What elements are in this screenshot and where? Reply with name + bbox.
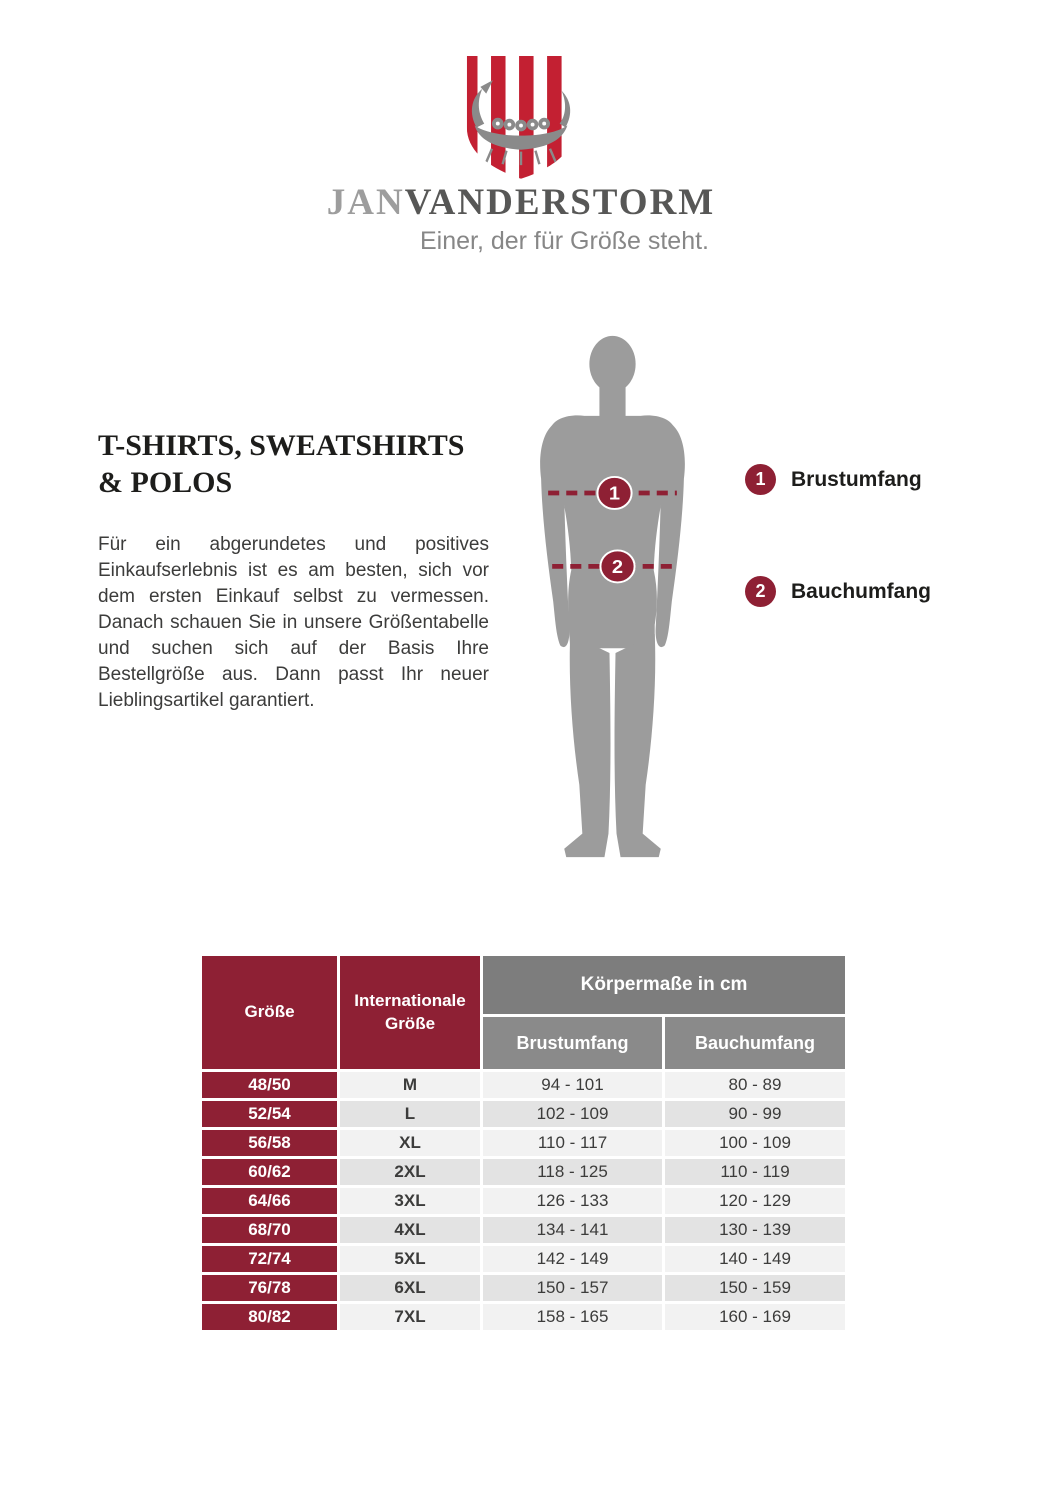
cell-bauchumfang: 130 - 139 [665, 1217, 845, 1243]
table-row [202, 1188, 845, 1214]
cell-brustumfang: 102 - 109 [483, 1101, 662, 1127]
cell-int-groesse: 4XL [340, 1217, 480, 1243]
table-row [202, 1159, 845, 1185]
cell-bauchumfang: 90 - 99 [665, 1101, 845, 1127]
waist-marker-number: 2 [611, 556, 624, 578]
cell-brustumfang: 118 - 125 [483, 1159, 662, 1185]
cell-int-groesse: 5XL [340, 1246, 480, 1272]
col-header-koerpermasse: Körpermaße in cm [483, 956, 845, 1014]
col-header-bauchumfang: Bauchumfang [665, 1017, 845, 1069]
size-table-body [202, 1072, 845, 1330]
table-row [202, 1072, 845, 1098]
cell-groesse: 76/78 [202, 1275, 337, 1301]
legend-1-badge: 1 [745, 464, 776, 495]
table-row [202, 1275, 845, 1301]
cell-bauchumfang: 140 - 149 [665, 1246, 845, 1272]
table-row [202, 1130, 845, 1156]
cell-groesse: 48/50 [202, 1072, 337, 1098]
cell-bauchumfang: 160 - 169 [665, 1304, 845, 1330]
legend-2-badge: 2 [745, 576, 776, 607]
cell-groesse: 68/70 [202, 1217, 337, 1243]
brand-name-light: JAN [326, 182, 405, 223]
cell-bauchumfang: 150 - 159 [665, 1275, 845, 1301]
cell-brustumfang: 134 - 141 [483, 1217, 662, 1243]
brand-name-dark: VANDERSTORM [404, 182, 716, 223]
cell-groesse: 52/54 [202, 1101, 337, 1127]
size-table [199, 953, 848, 1333]
legend-2-label: Bauchumfang [791, 579, 932, 603]
legend-1-label: Brustumfang [791, 467, 922, 491]
cell-brustumfang: 110 - 117 [483, 1130, 662, 1156]
cell-int-groesse: M [340, 1072, 480, 1098]
cell-brustumfang: 126 - 133 [483, 1188, 662, 1214]
legend-brustumfang [745, 464, 922, 495]
male-silhouette-icon [540, 336, 685, 857]
cell-bauchumfang: 80 - 89 [665, 1072, 845, 1098]
table-row [202, 1217, 845, 1243]
body-silhouette-figure [522, 333, 703, 860]
cell-int-groesse: 3XL [340, 1188, 480, 1214]
col-header-internationale-groesse: Internationale Größe [340, 956, 480, 1069]
cell-brustumfang: 142 - 149 [483, 1246, 662, 1272]
col-header-groesse: Größe [202, 956, 337, 1069]
cell-int-groesse: 6XL [340, 1275, 480, 1301]
cell-int-groesse: 2XL [340, 1159, 480, 1185]
table-row [202, 1101, 845, 1127]
brand-wordmark [0, 181, 1042, 224]
cell-int-groesse: XL [340, 1130, 480, 1156]
cell-bauchumfang: 120 - 129 [665, 1188, 845, 1214]
cell-brustumfang: 150 - 157 [483, 1275, 662, 1301]
cell-groesse: 72/74 [202, 1246, 337, 1272]
section-title-line2: & POLOS [98, 465, 233, 499]
cell-groesse: 56/58 [202, 1130, 337, 1156]
cell-groesse: 64/66 [202, 1188, 337, 1214]
brand-tagline: Einer, der für Größe steht. [419, 227, 709, 255]
cell-bauchumfang: 100 - 109 [665, 1130, 845, 1156]
cell-groesse: 60/62 [202, 1159, 337, 1185]
chest-marker-number: 1 [608, 483, 621, 505]
cell-int-groesse: 7XL [340, 1304, 480, 1330]
table-row [202, 1246, 845, 1272]
cell-groesse: 80/82 [202, 1304, 337, 1330]
brand-shield-logo-icon [463, 54, 579, 180]
section-title-line1: T-SHIRTS, SWEATSHIRTS [98, 429, 465, 462]
cell-int-groesse: L [340, 1101, 480, 1127]
col-header-brustumfang: Brustumfang [483, 1017, 662, 1069]
section-title [98, 428, 464, 501]
cell-bauchumfang: 110 - 119 [665, 1159, 845, 1185]
table-row [202, 1304, 845, 1330]
legend-bauchumfang [745, 576, 931, 607]
cell-brustumfang: 94 - 101 [483, 1072, 662, 1098]
cell-brustumfang: 158 - 165 [483, 1304, 662, 1330]
section-paragraph: Für ein abgerundetes und positives Einkaufserlebnis ist es am besten, sich vor dem ersten Einkauf selbst zu vermessen. Danach schauen Sie in unsere Größentabelle und suchen sich auf der Basis Ihre Bestellgröße aus. Dann passt Ihr neuer Lieblingsartikel garantiert. [98, 534, 489, 712]
